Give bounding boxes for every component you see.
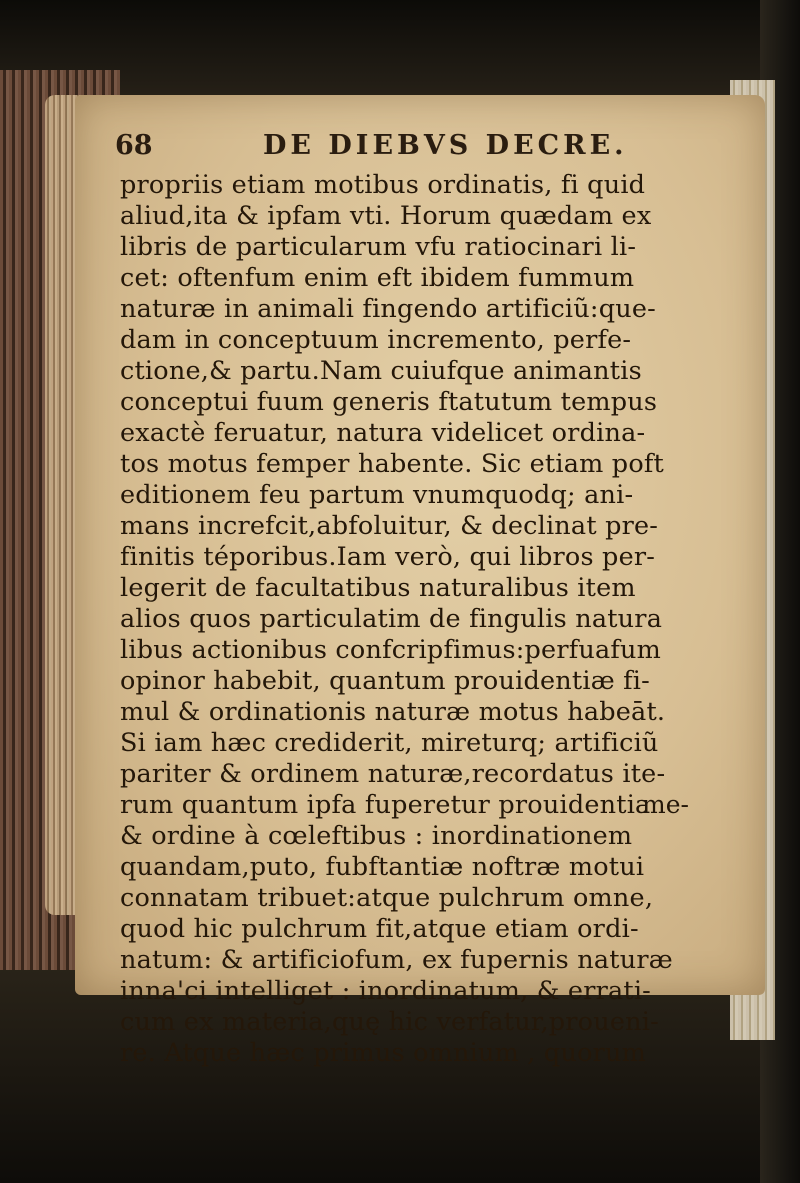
text-line: mans increfcit,abfoluitur, & declinat pre-	[120, 511, 659, 541]
text-line: Si iam hæc crediderit, mireturq; artificiũ	[120, 728, 659, 758]
running-title: DE DIEBVS DECRE.	[263, 130, 628, 161]
text-line: aliud,ita & ipfam vti. Horum quædam ex	[120, 201, 652, 231]
catchword: me-	[642, 790, 689, 819]
text-line: alios quos particulatim de fingulis natura	[120, 604, 663, 634]
text-line: re. Atque hæc primus omnium , quorum	[120, 1038, 647, 1068]
text-line: mul & ordinationis naturæ motus habeāt.	[120, 697, 666, 727]
text-line: natum: & artificiofum, ex fupernis naturæ	[120, 945, 673, 975]
text-line: & ordine à cœleftibus : inordinationem	[120, 821, 633, 851]
text-line: libris de particularum vfu ratiocinari li-	[120, 232, 637, 262]
text-line: inna'ci intelliget : inordinatum, & errati-	[120, 976, 651, 1006]
text-line: dam in conceptuum incremento, perfe-	[120, 325, 632, 355]
text-line: cum ex materia,quę hic verfatur,proueni-	[120, 1007, 659, 1037]
text-line: connatam tribuet:atque pulchrum omne,	[120, 883, 654, 913]
text-line: libus actionibus confcripfimus:perfuafum	[120, 635, 662, 665]
text-line: cet: oftenfum enim eft ibidem fummum	[120, 263, 635, 293]
text-line: propriis etiam motibus ordinatis, fi quid	[120, 170, 646, 200]
text-line: legerit de facultatibus naturalibus item	[120, 573, 636, 603]
text-line: rum quantum ipfa fuperetur prouidentia	[120, 790, 651, 820]
page-number: 68	[115, 130, 153, 161]
text-line: ctione,& partu.Nam cuiufque animantis	[120, 356, 642, 386]
text-line: pariter & ordinem naturæ,recordatus ite-	[120, 759, 666, 789]
text-line: conceptui fuum generis ftatutum tempus	[120, 387, 658, 417]
text-line: quandam,puto, fubftantiæ noftræ motui	[120, 852, 645, 882]
text-line: exactè feruatur, natura videlicet ordina-	[120, 418, 646, 448]
page-header	[115, 130, 675, 170]
text-line: finitis téporibus.Iam verò, qui libros per-	[120, 542, 656, 572]
text-line: quod hic pulchrum fit,atque etiam ordi-	[120, 914, 639, 944]
text-line: tos motus femper habente. Sic etiam poft	[120, 449, 664, 479]
text-line: editionem feu partum vnumquodq; ani-	[120, 480, 634, 510]
page-body-text	[120, 170, 680, 1069]
text-line: naturæ in animali fingendo artificiũ:que-	[120, 294, 656, 324]
text-line: opinor habebit, quantum prouidentiæ fi-	[120, 666, 650, 696]
